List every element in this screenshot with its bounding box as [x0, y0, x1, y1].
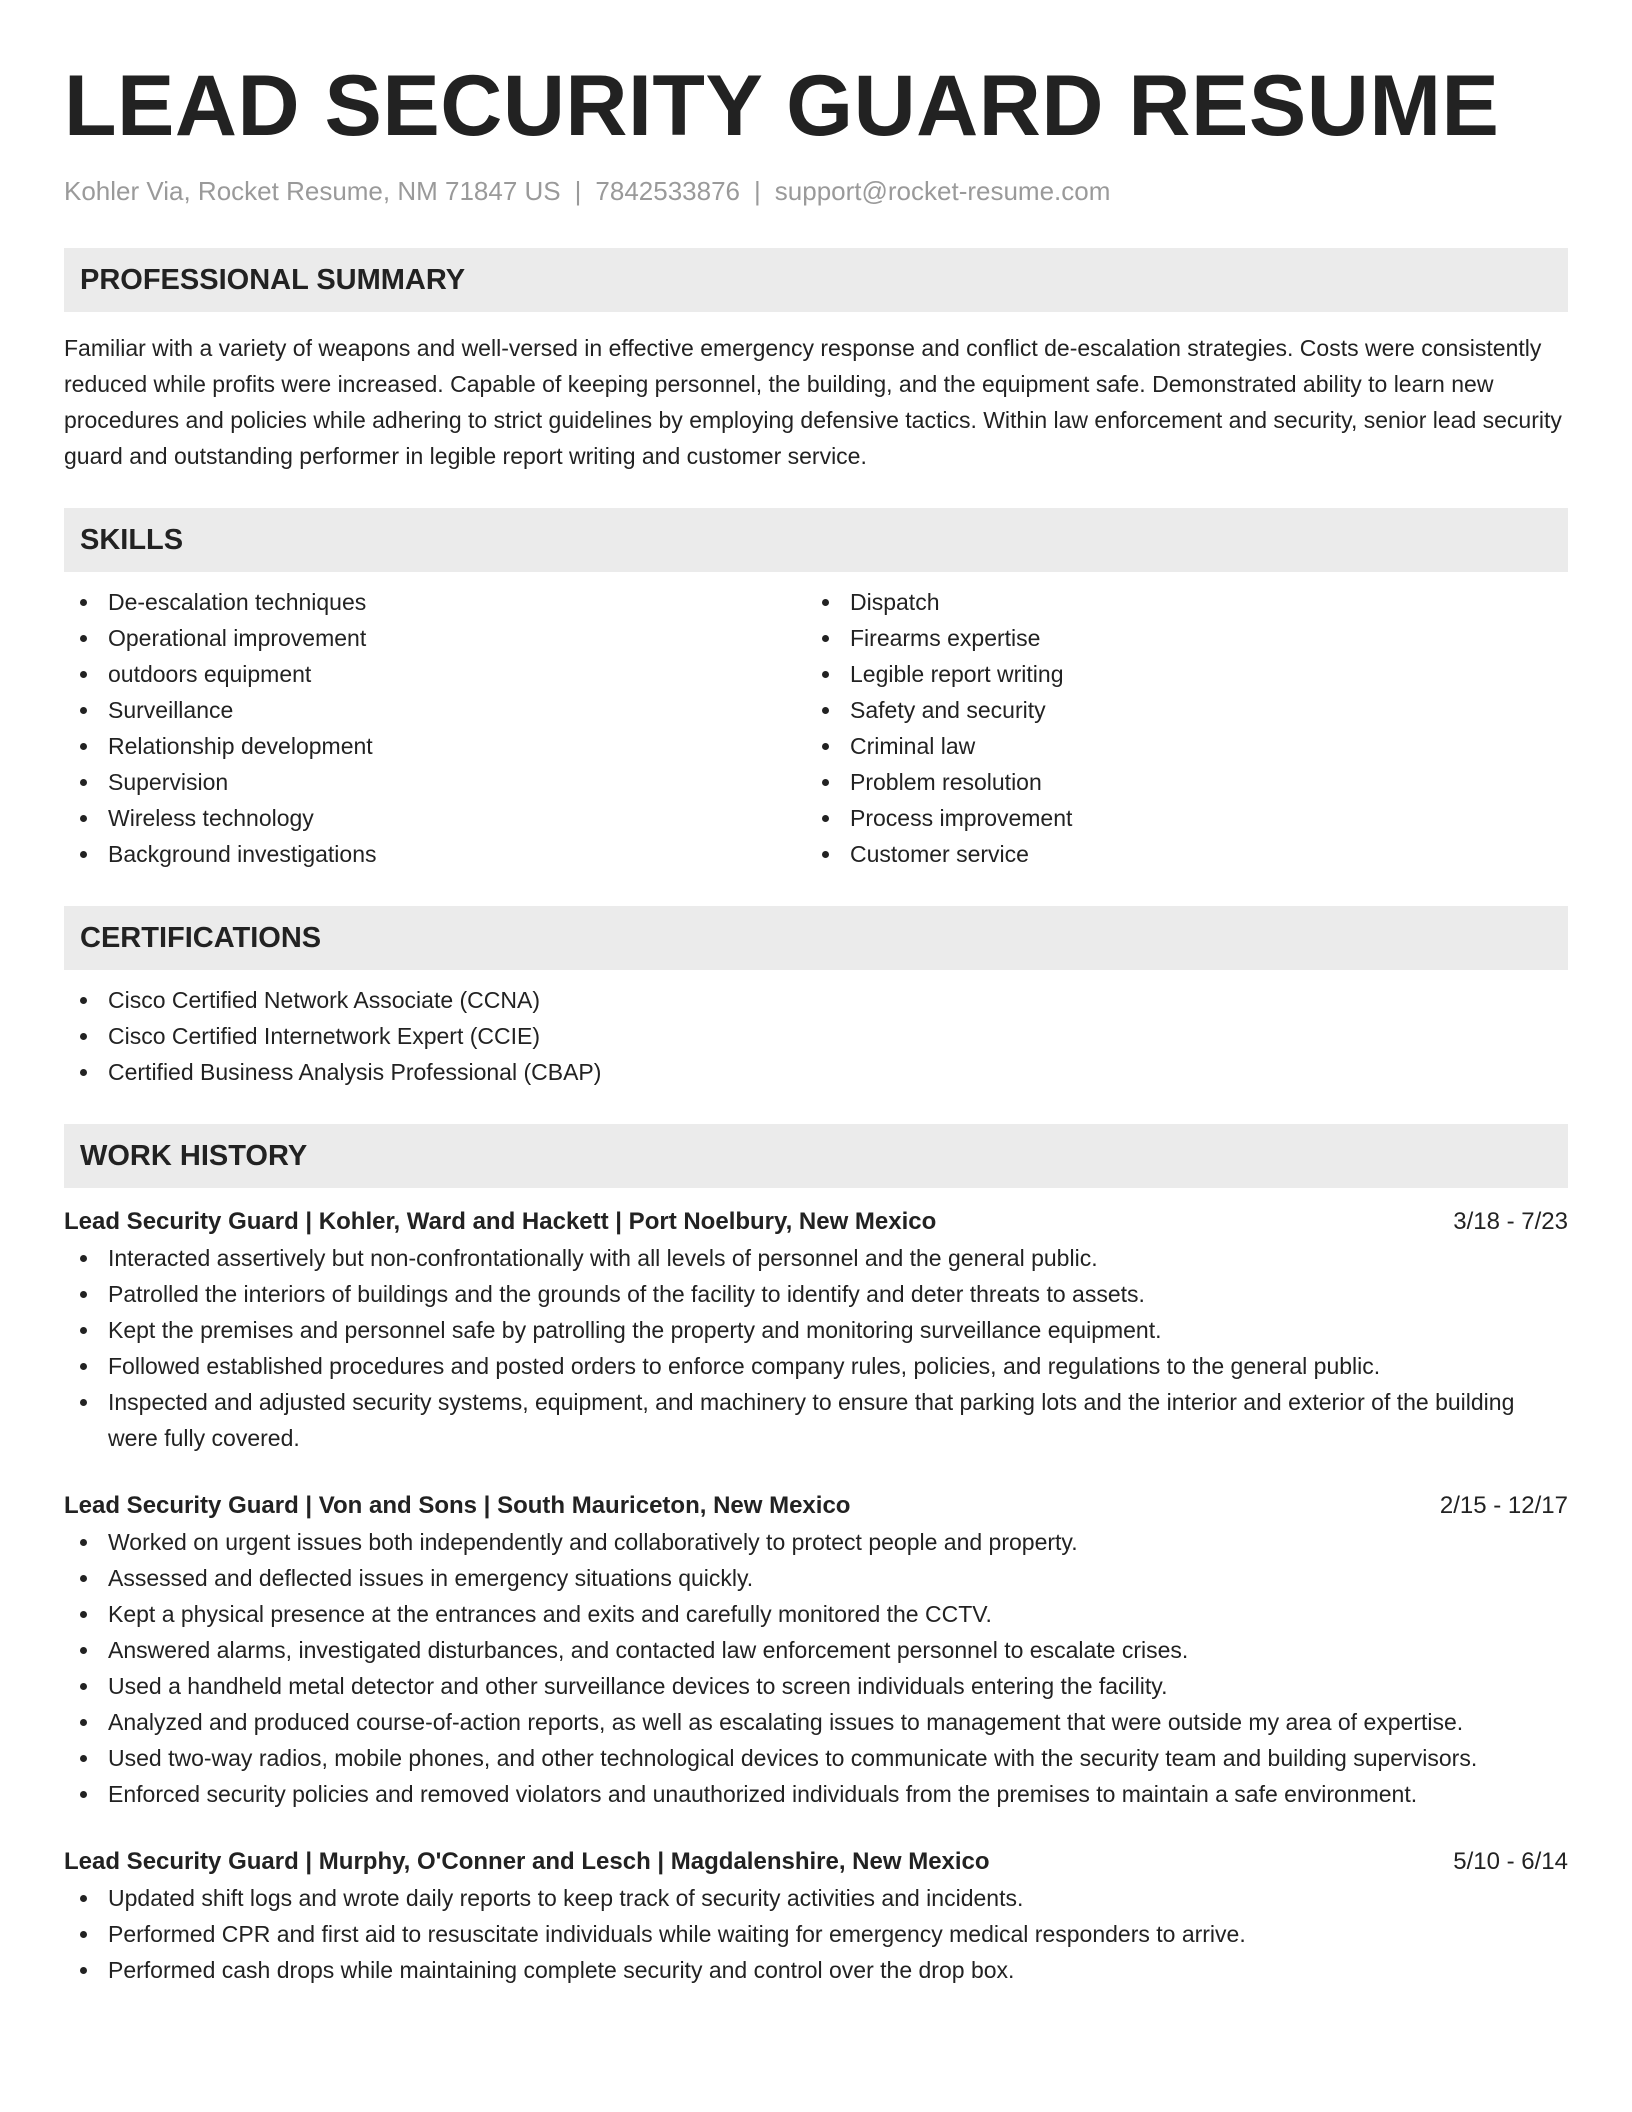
skills-right-list	[806, 584, 1548, 872]
job-bullet: Kept a physical presence at the entrances and exits and carefully monitored the CCTV.	[64, 1596, 1568, 1632]
job-header	[64, 1488, 1568, 1524]
job-bullet: Interacted assertively but non-confrontationally with all levels of personnel and the general public.	[64, 1240, 1568, 1276]
certification-item: Cisco Certified Internetwork Expert (CCIE)	[64, 1018, 1568, 1054]
skill-item: Customer service	[806, 836, 1548, 872]
resume-title: LEAD SECURITY GUARD RESUME	[64, 58, 1500, 154]
job-header	[64, 1204, 1568, 1240]
job-bullet: Performed CPR and first aid to resuscitate individuals while waiting for emergency medical responders to arrive.	[64, 1916, 1568, 1952]
job-bullets	[64, 1524, 1568, 1812]
contact-address: Kohler Via, Rocket Resume, NM 71847 US	[64, 176, 561, 206]
job-bullet: Kept the premises and personnel safe by patrolling the property and monitoring surveillance equipment.	[64, 1312, 1568, 1348]
summary-text: Familiar with a variety of weapons and well-versed in effective emergency response and conflict de-escalation strategies. Costs were consistently reduced while profits were increased. Capable of keeping personnel, the building, and the equipment safe. Demonstrated ability to learn new procedures and policies while adhering to strict guidelines by employing defensive tactics. Within law enforcement and security, senior lead security guard and outstanding performer in legible report writing and customer service.	[64, 335, 1562, 469]
job-bullet: Assessed and deflected issues in emergency situations quickly.	[64, 1560, 1568, 1596]
job-bullet: Updated shift logs and wrote daily reports to keep track of security activities and incidents.	[64, 1880, 1568, 1916]
job-bullet: Used two-way radios, mobile phones, and other technological devices to communicate with the security team and building supervisors.	[64, 1740, 1568, 1776]
contact-phone: 7842533876	[595, 176, 741, 206]
work-history-heading: WORK HISTORY	[64, 1124, 1568, 1188]
skill-item: outdoors equipment	[64, 656, 806, 692]
contact-separator: |	[754, 176, 761, 206]
contact-separator: |	[574, 176, 582, 206]
skill-item: Problem resolution	[806, 764, 1548, 800]
job-dates: 3/18 - 7/23	[1453, 1208, 1568, 1235]
certifications-heading: CERTIFICATIONS	[64, 906, 1568, 970]
skill-item: Process improvement	[806, 800, 1548, 836]
job-dates: 2/15 - 12/17	[1439, 1492, 1568, 1519]
summary-heading: PROFESSIONAL SUMMARY	[64, 248, 1568, 312]
job-dates: 5/10 - 6/14	[1453, 1848, 1568, 1875]
job-bullet: Worked on urgent issues both independently and collaboratively to protect people and property.	[64, 1524, 1568, 1560]
skill-item: Firearms expertise	[806, 620, 1548, 656]
job-bullet: Followed established procedures and posted orders to enforce company rules, policies, and regulations to the general public.	[64, 1348, 1568, 1384]
certifications-list	[64, 982, 1568, 1090]
skill-item: Background investigations	[64, 836, 806, 872]
skill-item: Wireless technology	[64, 800, 806, 836]
skill-item: Supervision	[64, 764, 806, 800]
job-bullet: Analyzed and produced course-of-action reports, as well as escalating issues to management that were outside my area of expertise.	[64, 1704, 1568, 1740]
job-entry	[64, 1844, 1568, 1988]
skill-item: Surveillance	[64, 692, 806, 728]
skill-item: Relationship development	[64, 728, 806, 764]
job-bullet: Inspected and adjusted security systems, equipment, and machinery to ensure that parking lots and the interior and exterior of the building were fully covered.	[64, 1384, 1568, 1456]
job-title: Lead Security Guard | Kohler, Ward and Hackett | Port Noelbury, New Mexico	[64, 1208, 937, 1235]
skill-item: Criminal law	[806, 728, 1548, 764]
skills-grid	[64, 584, 1568, 872]
job-title: Lead Security Guard | Murphy, O'Conner and Lesch | Magdalenshire, New Mexico	[64, 1848, 990, 1875]
job-entry	[64, 1488, 1568, 1812]
job-bullet: Answered alarms, investigated disturbances, and contacted law enforcement personnel to escalate crises.	[64, 1632, 1568, 1668]
contact-email: support@rocket-resume.com	[774, 176, 1111, 206]
contact-line	[64, 174, 1568, 208]
job-title: Lead Security Guard | Von and Sons | South Mauriceton, New Mexico	[64, 1492, 851, 1519]
skill-item: Safety and security	[806, 692, 1548, 728]
skill-item: Operational improvement	[64, 620, 806, 656]
job-entry	[64, 1204, 1568, 1456]
job-bullet: Patrolled the interiors of buildings and the grounds of the facility to identify and deter threats to assets.	[64, 1276, 1568, 1312]
job-header	[64, 1844, 1568, 1880]
skill-item: Legible report writing	[806, 656, 1548, 692]
skills-left-list	[64, 584, 806, 872]
skill-item: Dispatch	[806, 584, 1548, 620]
certification-item: Cisco Certified Network Associate (CCNA)	[64, 982, 1568, 1018]
job-bullet: Used a handheld metal detector and other surveillance devices to screen individuals entering the facility.	[64, 1668, 1568, 1704]
job-bullets	[64, 1240, 1568, 1456]
job-bullets	[64, 1880, 1568, 1988]
certification-item: Certified Business Analysis Professional (CBAP)	[64, 1054, 1568, 1090]
skill-item: De-escalation techniques	[64, 584, 806, 620]
skills-heading: SKILLS	[64, 508, 1568, 572]
job-bullet: Performed cash drops while maintaining complete security and control over the drop box.	[64, 1952, 1568, 1988]
job-bullet: Enforced security policies and removed violators and unauthorized individuals from the premises to maintain a safe environment.	[64, 1776, 1568, 1812]
